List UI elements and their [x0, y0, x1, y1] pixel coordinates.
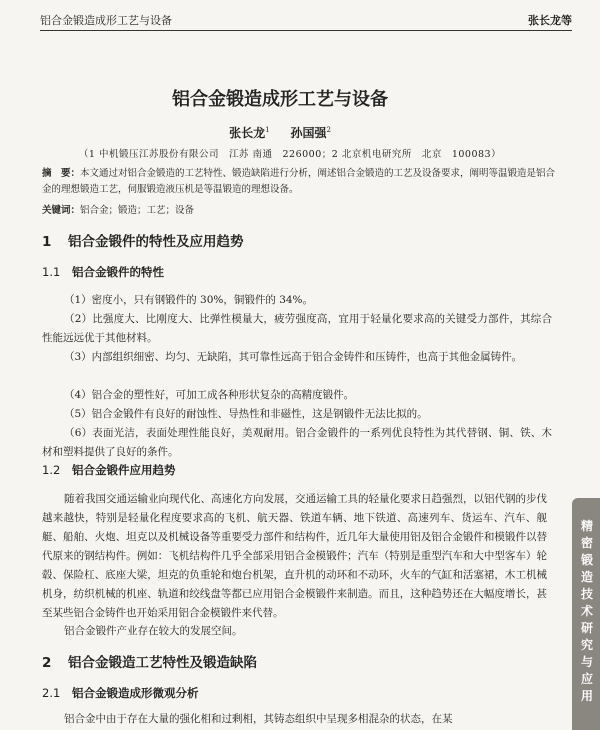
side-tab-label: 精密锻造技术研究与应用 [580, 519, 593, 703]
subsection-title: 铝合金锻造成形微观分析 [72, 686, 199, 700]
author-name: 孙国强 [290, 126, 327, 140]
running-header-authors: 张长龙等 [528, 14, 572, 27]
subsection-number: 2.1 [42, 686, 61, 700]
affiliation: （1 中机锻压江苏股份有限公司 江苏 南通 226000；2 北京机电研究所 北京 100083） [78, 149, 502, 160]
section-number: 1 [42, 234, 52, 250]
keywords-label: 关键词： [42, 205, 81, 216]
subsection-heading-2-1 [42, 685, 199, 701]
paragraph: 铝合金中由于存在大量的强化相和过剩相，其铸态组织中呈现多相混杂的状态，在某 [64, 713, 453, 725]
subsection-heading-1-1 [42, 264, 164, 280]
paper-title: 铝合金锻造成形工艺与设备 [172, 89, 388, 110]
subsection-number: 1.2 [42, 463, 61, 477]
side-thumb-tab [572, 498, 600, 730]
paragraph: 随着我国交通运输业向现代化、高速化方向发展，交通运输工具的轻量化要求日趋强烈，以铝代钢的步伐越来越快，特别是轻量化程度要求高的飞机、航天器、铁道车辆、地下铁道、高速列车、货运车、汽车、舰艇、船舶、火炮、坦克以及机械设备等重要受力部件和结构件，近几年大量使用铝及铝合金锻件和模锻件以替代原来的钢结构件。例如：飞机结构件几乎全部采用铝合金模锻件；汽车（特别是重型汽车和大中型客车）轮毂、保险杠、底座大梁，坦克的负重轮和炮台机架，直升机的动环和不动环，火车的气缸和活塞裙，木工机械机身，纺织机械的机座、轨道和绞线盘等都已应用铝合金模锻件来制造。而且，这种趋势还在大幅度增长，甚至某些铝合金铸件也开始采用铝合金模锻件来代替。 [42, 493, 547, 619]
paragraph: （6）表面光洁，表面处理性能良好，美观耐用。铝合金锻件的一系列优良特性为其代替钢、铜、铁、木材和塑料提供了良好的条件。 [42, 427, 552, 458]
author-affil-mark: 2 [326, 126, 331, 134]
paragraph: （4）铝合金的塑性好，可加工成各种形状复杂的高精度锻件。 [64, 389, 355, 401]
section-number: 2 [42, 655, 52, 671]
author-line [0, 124, 560, 141]
author-affil-mark: 1 [265, 126, 270, 134]
section-heading-2 [42, 651, 257, 671]
paragraph: （3）内部组织细密、均匀、无缺陷，其可靠性远高于铝合金铸件和压铸件，也高于其他金属铸件。 [64, 351, 523, 363]
abstract-label: 摘 要： [42, 168, 81, 179]
keywords-text: 铝合金；锻造；工艺；设备 [80, 205, 195, 216]
paragraph: （2）比强度大、比刚度大、比弹性模量大，疲劳强度高，宜用于轻量化要求高的关键受力部件，其综合性能远远优于其他材料。 [42, 313, 552, 344]
paragraph: 铝合金锻件产业存在较大的发展空间。 [64, 625, 243, 637]
running-header-title: 铝合金锻造成形工艺与设备 [40, 14, 172, 27]
author-name: 张长龙 [229, 126, 266, 140]
header-rule [40, 30, 572, 31]
section-title: 铝合金锻件的特性及应用趋势 [68, 234, 244, 250]
section-title: 铝合金锻造工艺特性及锻造缺陷 [68, 655, 257, 671]
subsection-heading-1-2 [42, 462, 176, 478]
abstract-text: 本文通过对铝合金锻造的工艺特性、锻造缺陷进行分析，阐述铝合金锻造的工艺及设备要求，阐明等温锻造是铝合金的理想锻造工艺，伺服锻造液压机是等温锻造的理想设备。 [42, 168, 556, 195]
subsection-number: 1.1 [42, 265, 61, 279]
paragraph: （1）密度小，只有钢锻件的 30%，铜锻件的 34%。 [64, 294, 314, 306]
paragraph: （5）铝合金锻件有良好的耐蚀性、导热性和非磁性，这是钢锻件无法比拟的。 [64, 408, 428, 420]
section-heading-1 [42, 230, 244, 250]
abstract [42, 166, 562, 198]
subsection-title: 铝合金锻件应用趋势 [72, 463, 176, 477]
keywords [42, 202, 562, 216]
subsection-title: 铝合金锻件的特性 [72, 265, 164, 279]
